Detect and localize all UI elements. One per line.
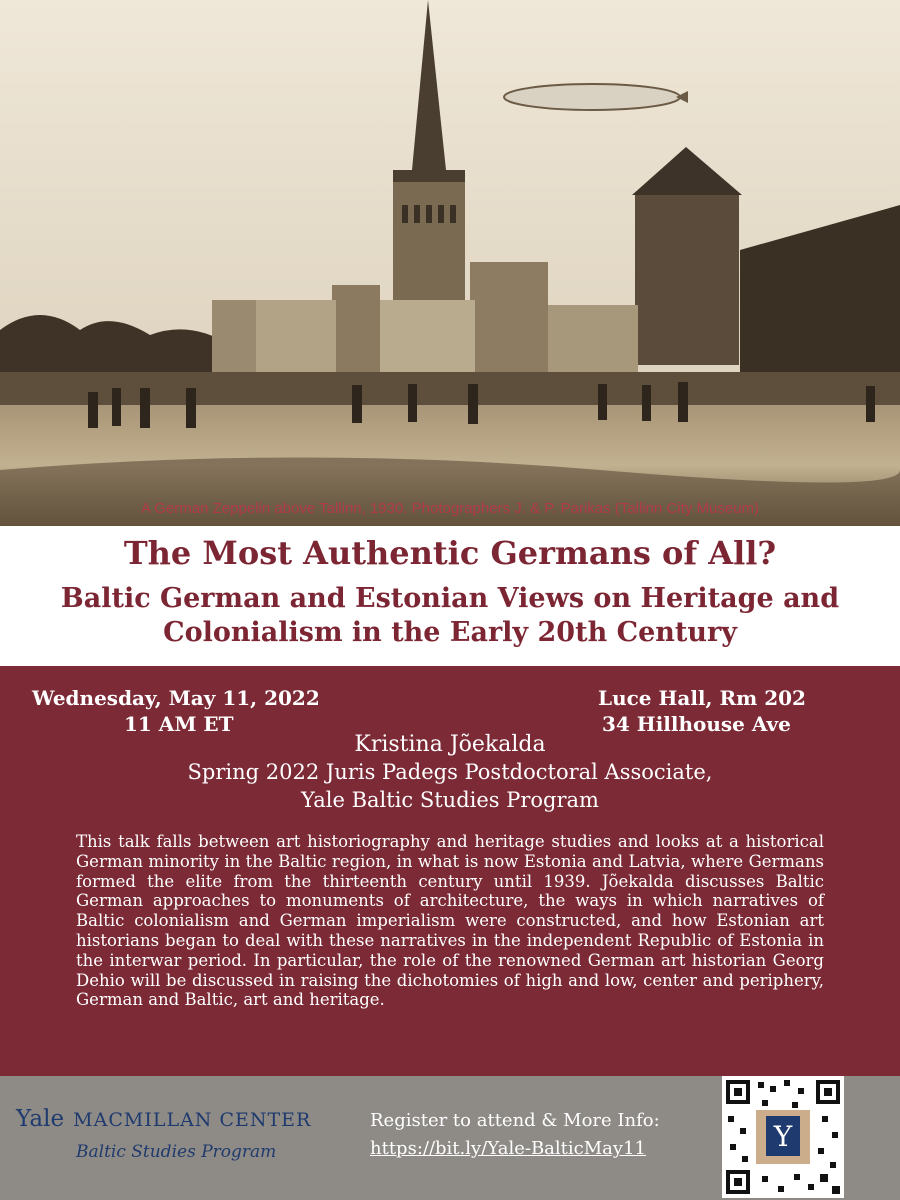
event-address: 34 Hillhouse Ave: [602, 712, 791, 736]
baltic-studies-program-label: Baltic Studies Program: [76, 1142, 277, 1162]
register-link[interactable]: https://bit.ly/Yale-BalticMay11: [370, 1138, 646, 1159]
page-subtitle: Baltic German and Estonian Views on Heritage and Colonialism in the Early 20th Century: [60, 583, 840, 648]
event-date: Wednesday, May 11, 2022: [32, 686, 320, 710]
title-section: [0, 526, 900, 666]
event-info-section: [0, 666, 900, 1076]
yale-wordmark: Yale: [16, 1106, 65, 1132]
speaker-role: Spring 2022 Juris Padegs Postdoctoral Associate,: [187, 760, 713, 784]
register-label: Register to attend & More Info:: [370, 1110, 660, 1131]
event-venue: Luce Hall, Rm 202: [598, 686, 806, 710]
hero-photo: [0, 0, 900, 526]
talk-abstract: This talk falls between art historiography and heritage studies and looks at a historical German minority in the Baltic region, in what is now Estonia and Latvia, where Germans formed the elite from the thirteenth century until 1939. Jõekalda discusses Baltic German approaches to monuments of architecture, the ways in which narratives of Baltic colonialism and German imperialism were constructed, and how Estonian art historians began to deal with these narratives in the independent Republic of Estonia in the interwar period. In particular, the role of the renowned German art historian Georg Dehio will be discussed in raising the dichotomies of high and low, center and periphery, German and Baltic, art and heritage.: [76, 832, 824, 1010]
event-time: 11 AM ET: [124, 712, 234, 736]
tallinn-photo-illustration: [0, 0, 900, 526]
speaker-program: Yale Baltic Studies Program: [301, 788, 599, 812]
photo-caption: A German Zeppelin above Tallinn, 1930. Photographers J. & P. Parikas (Tallinn City Museum): [140, 500, 760, 517]
qr-code-icon[interactable]: [722, 1076, 844, 1198]
footer: [0, 1076, 900, 1200]
speaker-name: Kristina Jõekalda: [354, 732, 546, 757]
yale-macmillan-logo: [16, 1106, 312, 1162]
page-title: The Most Authentic Germans of All?: [123, 534, 777, 572]
macmillan-center-label: MACMILLAN CENTER: [73, 1109, 312, 1131]
qr-yale-letter: Y: [773, 1120, 793, 1153]
